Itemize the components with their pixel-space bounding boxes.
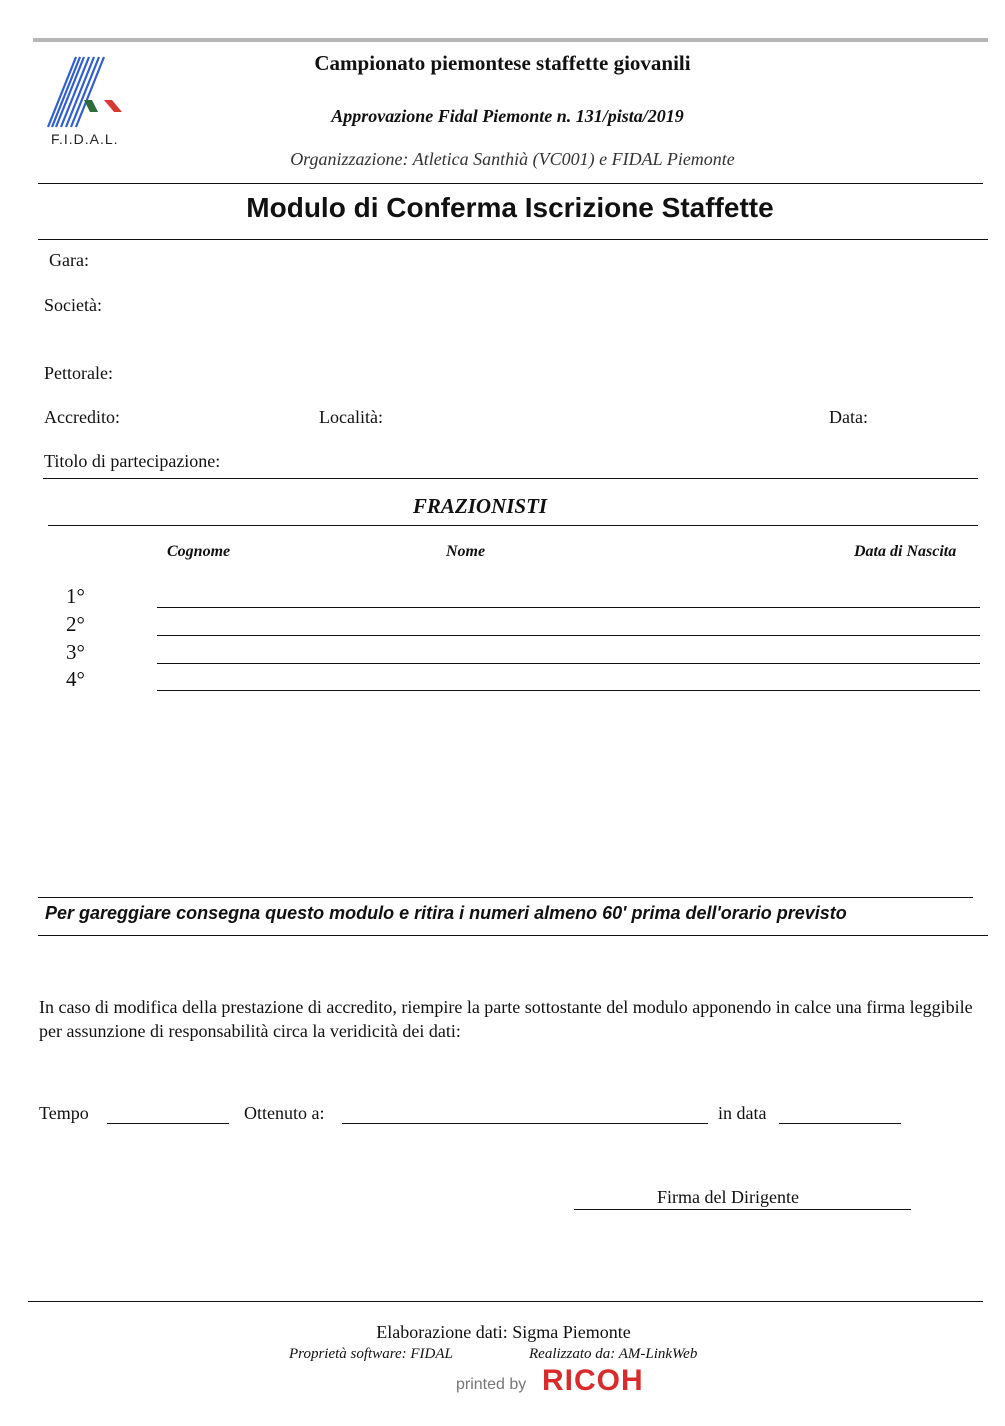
column-header-data-nascita: Data di Nascita (854, 543, 957, 560)
label-accredito: Accredito: (44, 407, 120, 427)
label-gara: Gara: (49, 250, 89, 270)
footer-proprieta: Proprietà software: FIDAL (289, 1346, 453, 1362)
runner-line-3[interactable] (157, 663, 980, 664)
divider (48, 525, 978, 526)
organization-line: Organizzazione: Atletica Santhià (VC001) e FIDAL Piemonte (290, 149, 735, 169)
modification-paragraph: In caso di modifica della prestazione di accredito, riempire la parte sottostante del modulo apponendo in calce una firma leggibile per assunzione di responsabilità circa la veridicità dei dati: (39, 997, 973, 1041)
label-tempo: Tempo (39, 1103, 89, 1123)
runner-line-1[interactable] (157, 607, 980, 608)
tempo-field[interactable] (107, 1123, 229, 1124)
divider (38, 183, 983, 184)
label-localita: Località: (319, 407, 383, 427)
ricoh-logo: RICOH (542, 1364, 644, 1397)
championship-title: Campionato piemontese staffette giovanili (314, 51, 691, 75)
in-data-field[interactable] (779, 1123, 901, 1124)
notice-text: Per gareggiare consegna questo modulo e ritira i numeri almeno 60' prima dell'orario previsto (45, 903, 847, 923)
runner-number-1: 1° (66, 584, 85, 608)
label-ottenuto: Ottenuto a: (244, 1103, 325, 1123)
approval-line: Approvazione Fidal Piemonte n. 131/pista/2019 (331, 106, 684, 126)
label-societa: Società: (44, 295, 102, 315)
label-in-data: in data (718, 1103, 767, 1123)
runner-number-3: 3° (66, 640, 85, 664)
divider (28, 1301, 983, 1302)
divider (38, 935, 988, 936)
label-pettorale: Pettorale: (44, 363, 113, 383)
divider (38, 239, 988, 240)
column-header-nome: Nome (446, 543, 486, 560)
top-border-bar (33, 38, 988, 42)
runner-line-4[interactable] (157, 690, 980, 691)
printed-by-text: printed by (456, 1376, 527, 1393)
runner-line-2[interactable] (157, 635, 980, 636)
label-data: Data: (829, 407, 868, 427)
page-title: Modulo di Conferma Iscrizione Staffette (246, 192, 774, 223)
footer-elaborazione: Elaborazione dati: Sigma Piemonte (376, 1322, 631, 1342)
runner-number-4: 4° (66, 667, 85, 691)
signature-field[interactable] (574, 1209, 911, 1210)
column-header-cognome: Cognome (167, 543, 231, 560)
divider (38, 897, 973, 898)
logo-text: F.I.D.A.L. (51, 131, 119, 147)
ottenuto-field[interactable] (342, 1123, 708, 1124)
label-titolo: Titolo di partecipazione: (44, 451, 221, 471)
runner-number-2: 2° (66, 612, 85, 636)
signature-label: Firma del Dirigente (657, 1187, 799, 1207)
footer-realizzato: Realizzato da: AM-LinkWeb (529, 1346, 698, 1362)
divider (43, 478, 978, 479)
frazionisti-title: FRAZIONISTI (412, 494, 548, 518)
